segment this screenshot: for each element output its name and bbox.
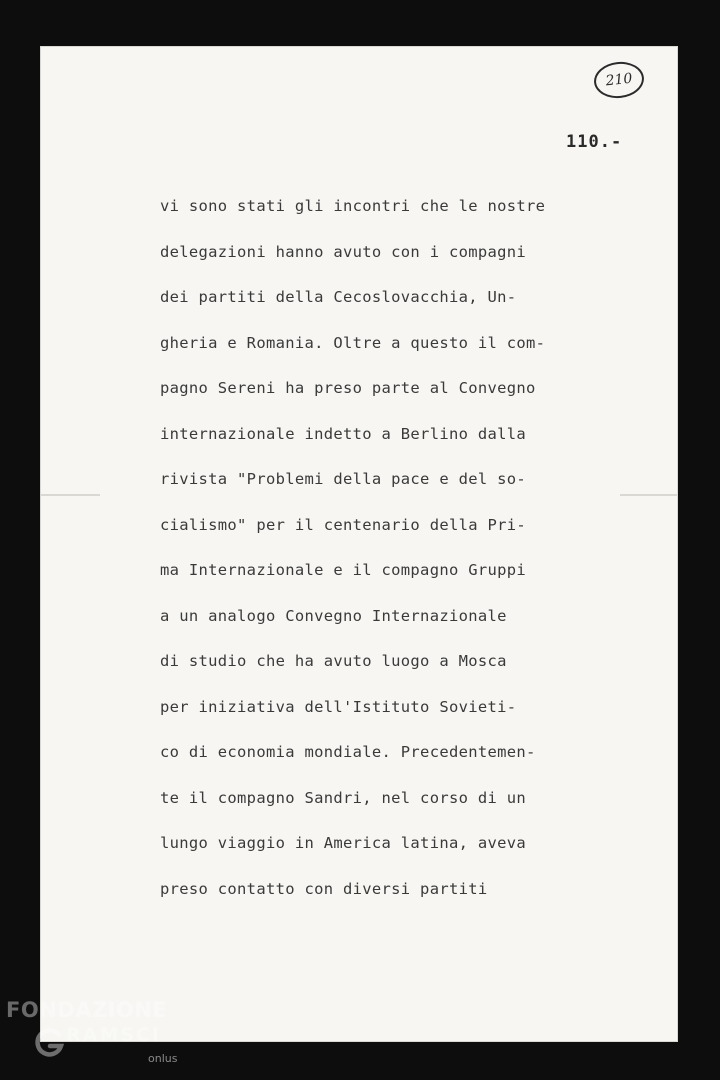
watermark-suffix: onlus: [148, 1052, 178, 1065]
text-line: preso contatto con diversi partiti: [160, 879, 488, 898]
text-line: ma Internazionale e il compagno Gruppi: [160, 561, 527, 579]
page-number: 110.-: [566, 132, 623, 152]
folio-stamp: 210: [592, 59, 645, 100]
text-line: per iniziativa dell'Istituto Sovieti-: [160, 697, 517, 716]
text-line: internazionale indetto a Berlino dalla: [160, 424, 527, 443]
watermark-line-2: RAMSCI: [66, 1024, 161, 1046]
text-line: dei partiti della Cecoslovacchia, Un-: [160, 288, 517, 306]
typed-body-text: [160, 184, 650, 912]
fold-line-left: [40, 494, 100, 496]
watermark: [6, 998, 206, 1078]
text-line: a un analogo Convegno Internazionale: [160, 606, 507, 625]
watermark-line-1: FONDAZIONE: [6, 998, 168, 1022]
text-line: gheria e Romania. Oltre a questo il com-: [160, 333, 546, 352]
text-line: rivista "Problemi della pace e del so-: [160, 470, 527, 488]
text-line: co di economia mondiale. Precedentemen-: [160, 743, 536, 761]
text-line: delegazioni hanno avuto con i compagni: [160, 242, 527, 261]
g-logo-icon: [32, 1026, 66, 1060]
text-line: lungo viaggio in America latina, aveva: [160, 834, 527, 852]
text-line: cialismo" per il centenario della Pri-: [160, 515, 527, 534]
text-line: di studio che ha avuto luogo a Mosca: [160, 652, 507, 670]
text-line: pagno Sereni ha preso parte al Convegno: [160, 379, 536, 397]
text-line: vi sono stati gli incontri che le nostre: [160, 197, 546, 215]
text-line: te il compagno Sandri, nel corso di un: [160, 788, 527, 807]
